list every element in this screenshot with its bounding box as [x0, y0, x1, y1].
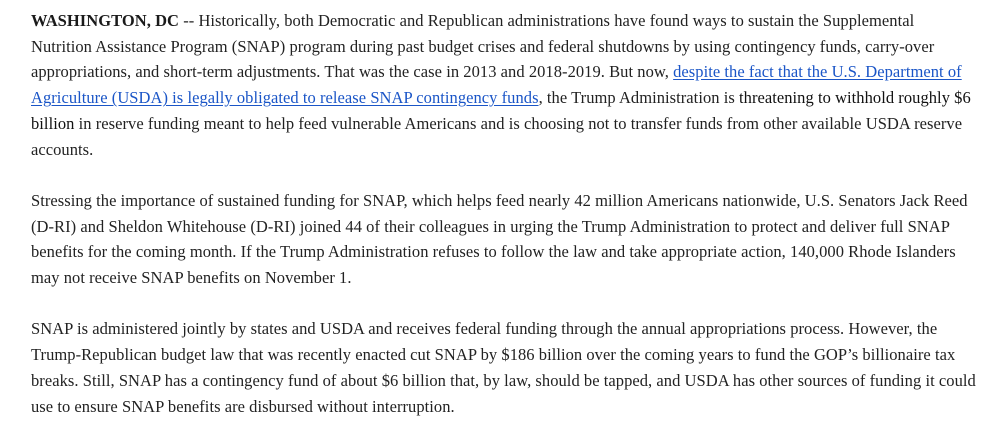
paragraph-1-text-d: in reserve funding meant to help feed vulnerable Americans and is choosing not to transfer funds from other available USDA reserve accounts. [31, 113, 963, 159]
paragraph-1-text-a: -- Historically, both Democratic and Republican administrations have found ways to sustain the Supplemental Nutrition Assistance Program (SNAP) program during past budget crises and federal shutdowns by using contingency funds, carry-over appropriations, and short-term adjustments. That was the case in 2013 and 2018-2019. But now, [31, 11, 935, 82]
paragraph-1 [31, 8, 976, 162]
paragraph-2: Stressing the importance of sustained funding for SNAP, which helps feed nearly 42 million Americans nationwide, U.S. Senators Jack Reed (D-RI) and Sheldon Whitehouse (D-RI) joined 44 of their colleagues in urging the Trump Administration to protect and deliver full SNAP benefits for the coming month. If the Trump Administration refuses to follow the law and take appropriate action, 140,000 Rhode Islanders may not receive SNAP benefits on November 1. [31, 190, 968, 288]
usda-contingency-funds-link[interactable]: despite the fact that the U.S. Department of Agriculture (USDA) is legally obligated to release SNAP contingency funds [31, 62, 962, 108]
paragraph-3: SNAP is administered jointly by states and USDA and receives federal funding through the annual appropriations process. However, the Trump-Republican budget law that was recently enacted cut SNAP by $186 billion over the coming years to fund the GOP’s billionaire tax breaks. Still, SNAP has a contingency fund of about $6 billion that, by law, should be tapped, and USDA has other sources of funding it could use to ensure SNAP benefits are disbursed without interruption. [31, 319, 976, 416]
paragraph-1-text-b: , the Trump Administration is [538, 88, 740, 108]
dateline: WASHINGTON, DC [31, 11, 180, 30]
paragraph-1-text-c: threatening to withhold roughly $6 billion [31, 88, 971, 133]
article-body [31, 8, 976, 445]
